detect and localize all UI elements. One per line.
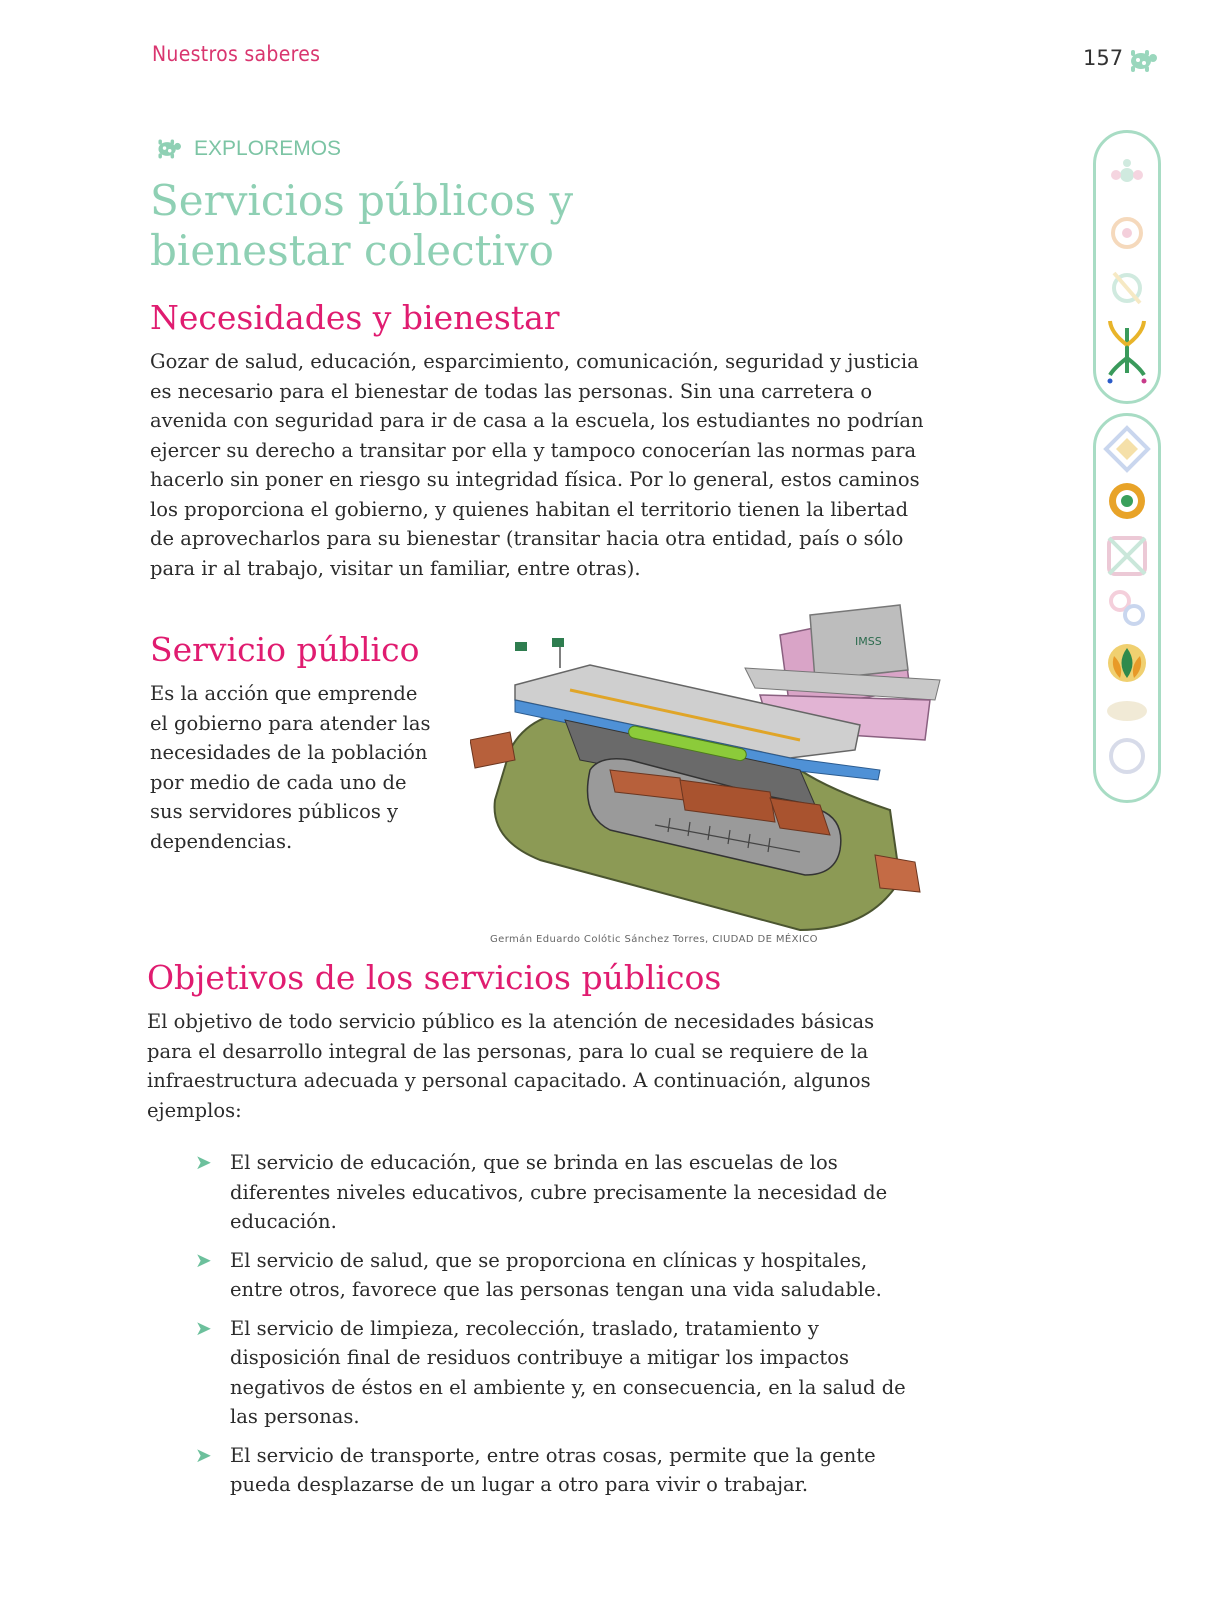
sprout-figure-icon xyxy=(1108,321,1147,384)
diamond-icon xyxy=(1106,428,1148,470)
sidebar-fields-capsule xyxy=(1093,413,1161,803)
list-item: ➤ El servicio de salud, que se proporciona en clínicas y hospitales, entre otros, favorece que las personas tengan una vida saludable. xyxy=(195,1247,882,1301)
turtle-icon xyxy=(1125,46,1159,76)
paragraph-objetivos: El objetivo de todo servicio público es la atención de necesidades básicas para el desarrollo integral de las personas, para lo cual se requiere de la infraestructura adecuada y personal capacitado. A continuación, algunos ejemplos: xyxy=(147,1010,875,1122)
heading-servicio-publico: Servicio público xyxy=(150,630,420,669)
list-item: ➤ El servicio de limpieza, recolección, traslado, tratamiento y disposición final de residuos contribuye a mitigar los impactos negativos de éstos en el ambiente y, en consecuencia, en la salud de las personas. xyxy=(195,1315,906,1428)
imss-sign: IMSS xyxy=(855,635,882,648)
sun-figure-icon xyxy=(1113,219,1141,247)
list-item: ➤ El servicio de educación, que se brinda en las escuelas de los diferentes niveles educativos, cubre precisamente la necesidad de educación. xyxy=(195,1150,888,1233)
flower-icon xyxy=(1111,159,1143,182)
turtle-icon xyxy=(150,136,186,162)
figure-icon xyxy=(1114,273,1140,303)
section-label-text: EXPLOREMOS xyxy=(194,137,342,160)
utility-tunnel-illustration xyxy=(470,600,970,940)
cross-square-icon xyxy=(1109,538,1145,574)
page-title: Servicios públicos y bienestar colectivo xyxy=(150,176,574,275)
arrow-bullet-icon: ➤ xyxy=(195,1150,212,1174)
spiral-icon xyxy=(1109,483,1145,519)
heading-objetivos: Objetivos de los servicios públicos xyxy=(147,958,722,997)
running-head: Nuestros saberes xyxy=(152,42,321,66)
hands-icon xyxy=(1107,701,1147,721)
sidebar-axes-capsule xyxy=(1093,130,1161,404)
circle-icon xyxy=(1111,740,1143,772)
list-item: ➤ El servicio de transporte, entre otras cosas, permite que la gente pueda desplazarse de un lugar a otro para vivir o trabajar. xyxy=(195,1442,876,1496)
objetivos-list xyxy=(195,1148,965,1509)
page-number: 157 xyxy=(1083,46,1124,70)
section-label xyxy=(150,136,341,162)
paragraph-necesidades: Gozar de salud, educación, esparcimiento, comunicación, seguridad y justicia es necesario para el bienestar de todas las personas. Sin una carretera o avenida con seguridad para ir de casa a la escuela, los estudiantes no podrían ejercer su derecho a transitar por ella y tampoco conocerían las normas para hacerlo sin poner en riesgo su integridad física. Por lo general, estos caminos los proporciona el gobierno, y quienes habitan el territorio tienen la libertad de aprovecharlos para su bienestar (transitar hacia otra entidad, país o sólo para ir al trabajo, visitar un familiar, entre otras). xyxy=(150,350,924,580)
arrow-bullet-icon: ➤ xyxy=(195,1315,212,1340)
heading-necesidades: Necesidades y bienestar xyxy=(150,298,560,337)
arrow-bullet-icon: ➤ xyxy=(195,1247,212,1272)
lotus-icon xyxy=(1108,644,1146,682)
illustration-credit: Germán Eduardo Colótic Sánchez Torres, CIUDAD DE MÉXICO xyxy=(490,934,818,945)
paragraph-servicio-publico: Es la acción que emprende el gobierno para atender las necesidades de la población por medio de cada uno de sus servidores públicos y dependencias. xyxy=(150,682,431,853)
arrow-bullet-icon: ➤ xyxy=(195,1442,212,1467)
link-icon xyxy=(1111,592,1143,624)
